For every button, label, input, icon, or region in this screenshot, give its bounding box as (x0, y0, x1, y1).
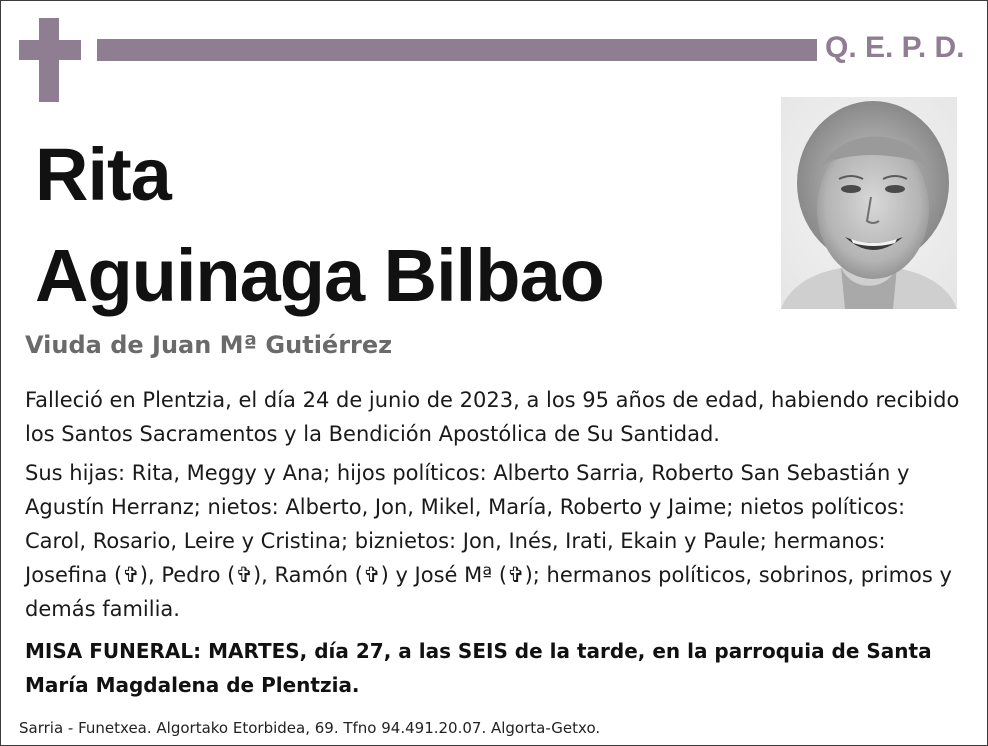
funeral-mass-notice: MISA FUNERAL: MARTES, día 27, a las SEIS de la tarde, en la parroquia de Santa María Magdalena de Plentzia. (25, 639, 932, 697)
family-list-paragraph: Sus hijas: Rita, Meggy y Ana; hijos políticos: Alberto Sarria, Roberto San Sebastián y Agustín Herranz; nietos: Alberto, Jon, Mikel, María, Roberto y Jaime; nietos políticos: Carol, Rosario, Leire y Cristina; biznietos: Jon, Inés, Irati, Ekain y Paule; hermanos: Josefina (✞), Pedro (✞), Ramón (✞) y José Mª (✞); hermanos políticos, sobrinos, primos y demás familia. (25, 461, 952, 621)
deceased-surnames: Aguinaga Bilbao (35, 234, 604, 317)
qepd-heading: Q. E. P. D. (825, 31, 965, 64)
deceased-first-name: Rita (35, 133, 171, 216)
latin-cross-icon (19, 18, 81, 102)
death-announcement-paragraph: Falleció en Plentzia, el día 24 de junio de 2023, a los 95 años de edad, habiendo recibido los Santos Sacramentos y la Bendición Apostólica de Su Santidad. (25, 388, 960, 446)
funeral-home-footer: Sarria - Funetxea. Algortako Etorbidea, 69. Tfno 94.491.20.07. Algorta-Getxo. (19, 719, 601, 737)
deceased-relationship-subtitle: Viuda de Juan Mª Gutiérrez (25, 331, 393, 359)
deceased-portrait-photo (781, 97, 957, 309)
header-divider-bar (97, 39, 817, 61)
